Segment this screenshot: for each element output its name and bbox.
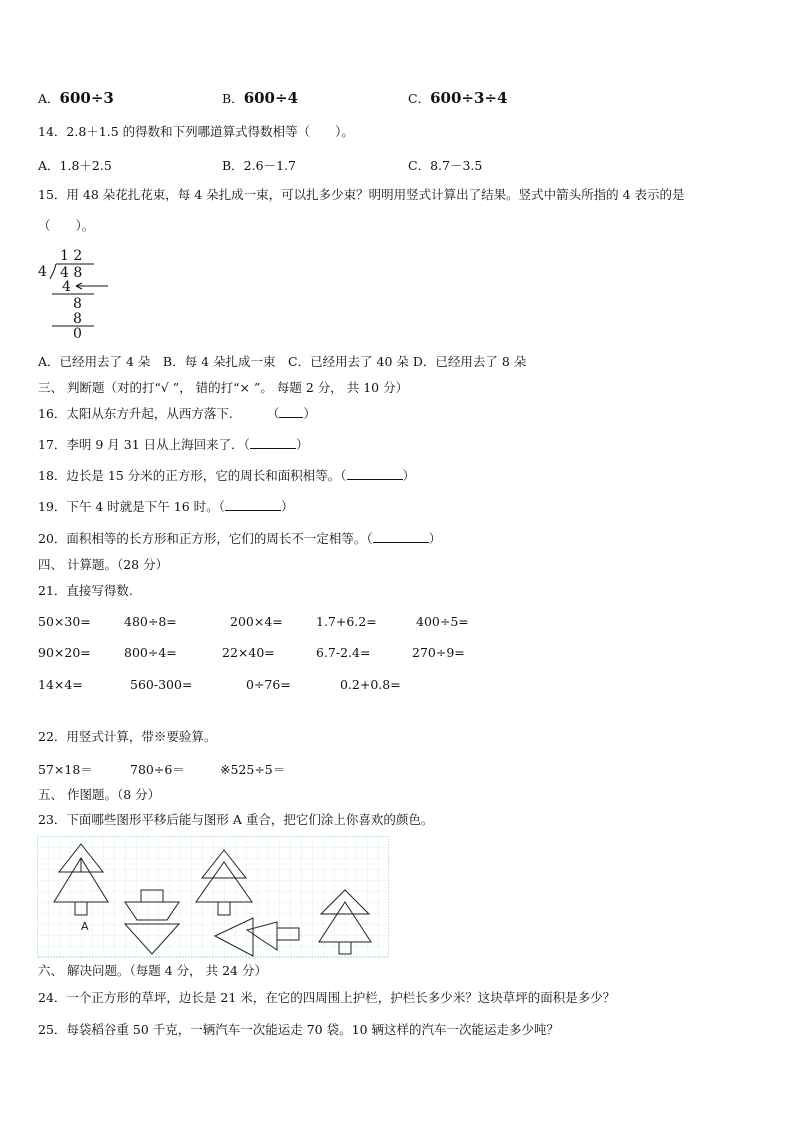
answer-blank[interactable]	[225, 498, 281, 511]
q22-stem: 22．用竖式计算，带※要验算。	[38, 729, 217, 744]
section3-title: 三、 判断题（对的打“√ ”， 错的打“× ”。 每题 2 分， 共 10 分）	[38, 380, 409, 395]
q21-stem: 21．直接写得数.	[38, 583, 133, 598]
calc-cell: 400÷5=	[416, 614, 469, 629]
division-remainder1: 8	[73, 296, 82, 312]
long-division-figure	[36, 246, 116, 342]
q15-stem-line2: （ ）。	[38, 218, 95, 233]
paren-close: ）	[402, 468, 416, 483]
division-divisor: 4	[38, 264, 47, 280]
q13-option-c	[408, 89, 507, 107]
grid-background	[37, 836, 389, 957]
q14-stem: 14．2.8＋1.5 的得数和下列哪道算式得数相等（ ）。	[38, 124, 354, 139]
option-letter: A．	[38, 91, 60, 106]
division-step2: 8	[73, 311, 82, 327]
paren-close: ）	[295, 437, 309, 452]
section5-title: 五、 作图题。（8 分）	[38, 787, 161, 802]
q23-stem: 23．下面哪些图形平移后能与图形 A 重合，把它们涂上你喜欢的颜色。	[38, 812, 434, 827]
division-dividend: 4 8	[60, 265, 83, 281]
calc-cell: 480÷8=	[124, 614, 177, 629]
q14-option-b: B．2.6－1.7	[222, 158, 296, 173]
q14-option-a: A．1.8＋2.5	[38, 158, 112, 173]
section4-title: 四、 计算题。（28 分）	[38, 557, 169, 572]
vertical-calc-item: 780÷6＝	[130, 762, 185, 777]
q17	[38, 436, 308, 454]
calc-cell: 6.7-2.4=	[316, 645, 371, 660]
division-bracket-side	[50, 264, 56, 279]
answer-blank[interactable]	[373, 530, 429, 543]
question-text: 17．李明 9 月 31 日从上海回来了．	[38, 437, 244, 452]
q25-stem: 25．每袋稻谷重 50 千克，一辆汽车一次能运走 70 袋。10 辆这样的汽车一次能运走多少吨？	[38, 1022, 559, 1037]
question-text: 16．太阳从东方升起，从西方落下.	[38, 406, 233, 421]
option-letter: B．	[222, 91, 244, 106]
answer-blank[interactable]	[279, 405, 303, 418]
paren-close: ）	[280, 499, 294, 514]
q20	[38, 530, 441, 548]
calc-cell: 90×20=	[38, 645, 91, 660]
figure-a-label: A	[81, 920, 89, 933]
q15-options: A．已经用去了 4 朵 B．每 4 朵扎成一束 C．已经用去了 40 朵 D．已经用去了 8 朵	[38, 354, 527, 369]
calc-cell: 22×40=	[222, 645, 275, 660]
division-quotient: 1 2	[60, 248, 83, 264]
calc-cell: 270÷9=	[412, 645, 465, 660]
calc-cell: 1.7+6.2=	[316, 614, 377, 629]
answer-blank[interactable]	[250, 436, 296, 449]
question-text: 19．下午 4 时就是下午 16 时。	[38, 499, 219, 514]
section6-title: 六、 解决问题。（每题 4 分， 共 24 分）	[38, 963, 267, 978]
q16	[38, 405, 316, 423]
answer-blank[interactable]	[347, 467, 403, 480]
q13-option-a	[38, 89, 114, 107]
division-step1: 4	[62, 279, 71, 295]
division-remainder2: 0	[73, 326, 82, 342]
vertical-calc-item: 57×18＝	[38, 762, 93, 777]
q18	[38, 467, 415, 485]
q24-stem: 24．一个正方形的草坪，边长是 21 米，在它的四周围上护栏，护栏长多少米？这块草坪的面积是多少？	[38, 990, 616, 1005]
calc-cell: 0÷76=	[246, 677, 291, 692]
q19	[38, 498, 293, 516]
vertical-calc-item: ※525÷5＝	[220, 762, 286, 777]
q13-option-b	[222, 89, 298, 107]
option-expression: 600÷3	[59, 89, 114, 107]
translation-grid-figure	[37, 836, 389, 960]
paren-close: ）	[428, 531, 442, 546]
question-text: 20．面积相等的长方形和正方形，它们的周长不一定相等。	[38, 531, 367, 546]
paren-open: （	[218, 499, 225, 514]
calc-cell: 560-300=	[130, 677, 193, 692]
calc-cell: 200×4=	[230, 614, 283, 629]
calc-cell: 50×30=	[38, 614, 91, 629]
calc-cell: 0.2+0.8=	[340, 677, 401, 692]
paren-open: （	[243, 437, 250, 452]
paren-open: （	[266, 406, 280, 421]
option-expression: 600÷4	[243, 89, 299, 107]
paren-open: （	[340, 468, 347, 483]
calc-cell: 800÷4=	[124, 645, 177, 660]
paren-open: （	[366, 531, 373, 546]
calc-cell: 14×4=	[38, 677, 83, 692]
option-letter: C．	[408, 91, 431, 106]
q15-stem-line1: 15．用 48 朵花扎花束，每 4 朵扎成一束，可以扎多少束？明明用竖式计算出了结果。竖式中箭头所指的 4 表示的是	[38, 187, 685, 202]
option-expression: 600÷3÷4	[430, 89, 508, 107]
question-text: 18．边长是 15 分米的正方形，它的周长和面积相等。	[38, 468, 341, 483]
paren-close: ）	[303, 406, 316, 421]
q14-option-c: C．8.7－3.5	[408, 158, 483, 173]
